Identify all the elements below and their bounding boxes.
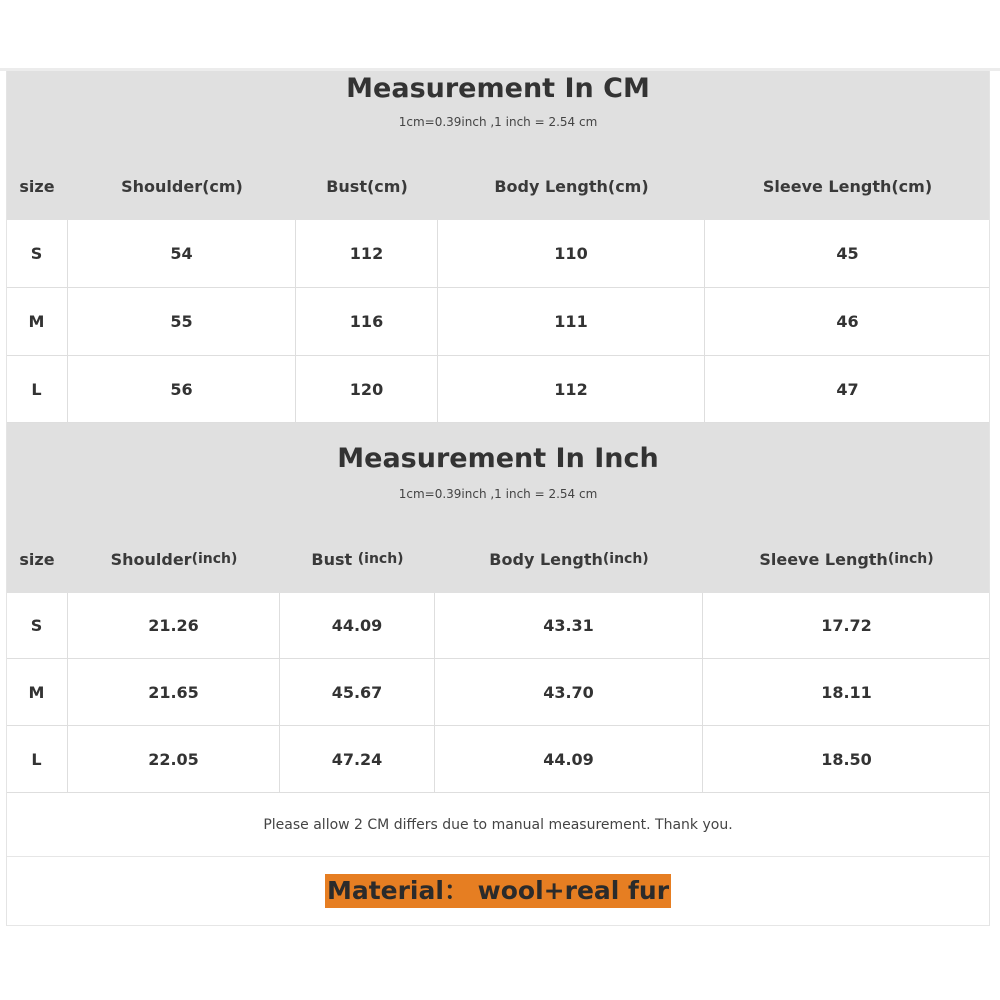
header-label: Bust — [311, 549, 358, 569]
cm-header-bust: Bust(cm) — [326, 176, 408, 196]
sleeve-length-cell: 45 — [836, 244, 859, 263]
body-length-cell: 43.70 — [435, 659, 703, 725]
sleeve-length-cell: 18.11 — [821, 682, 872, 702]
material-row — [6, 857, 990, 926]
bust-cell: 45.67 — [280, 659, 435, 725]
header-unit: (inch) — [191, 551, 238, 567]
table-row — [6, 726, 990, 793]
inch-header-bust — [280, 525, 435, 593]
inch-header-body-length — [435, 525, 703, 593]
size-cell: M — [6, 659, 68, 725]
bust-cell: 116 — [296, 288, 438, 355]
body-length-cell: 44.09 — [435, 726, 703, 792]
cm-conversion-note: 1cm=0.39inch ,1 inch = 2.54 cm — [398, 115, 598, 129]
bust-cell: 112 — [296, 220, 438, 287]
material-label: Material： wool+real fur — [325, 874, 671, 908]
bust-cell: 44.09 — [280, 593, 435, 658]
size-cell: S — [6, 593, 68, 658]
header-unit: (inch) — [357, 551, 404, 567]
size-cell: S — [6, 220, 68, 287]
inch-section-header — [6, 423, 990, 593]
cm-section-header — [6, 71, 990, 220]
body-length-cell: 111 — [438, 288, 705, 355]
shoulder-cell: 21.65 — [68, 659, 280, 725]
header-label: Shoulder — [110, 549, 192, 569]
cm-header-sleeve-length: Sleeve Length(cm) — [762, 176, 933, 196]
size-cell: L — [6, 726, 68, 792]
bust-cell: 47.24 — [280, 726, 435, 792]
inch-header-shoulder — [68, 525, 280, 593]
inch-header-sleeve-length — [703, 525, 990, 593]
shoulder-cell: 22.05 — [68, 726, 280, 792]
header-label: Body Length — [489, 549, 603, 569]
cm-header-shoulder: Shoulder(cm) — [121, 176, 243, 196]
inch-conversion-note: 1cm=0.39inch ,1 inch = 2.54 cm — [398, 487, 598, 501]
body-length-cell: 43.31 — [435, 593, 703, 658]
shoulder-cell: 54 — [68, 220, 296, 287]
sleeve-length-cell: 17.72 — [821, 616, 872, 635]
measurement-note: Please allow 2 CM differs due to manual measurement. Thank you. — [6, 793, 990, 857]
table-row — [6, 659, 990, 726]
cm-header-size: size — [19, 176, 55, 196]
body-length-cell: 112 — [438, 356, 705, 422]
sleeve-length-cell: 46 — [836, 312, 859, 331]
body-length-cell: 110 — [438, 220, 705, 287]
table-row — [6, 288, 990, 356]
table-row — [6, 220, 990, 288]
header-unit: (inch) — [887, 551, 934, 567]
size-cell: M — [6, 288, 68, 355]
inch-header-size — [6, 525, 68, 593]
sleeve-length-cell: 47 — [836, 379, 859, 399]
size-cell: L — [6, 356, 68, 422]
header-unit: (inch) — [602, 551, 649, 567]
header-label: Sleeve Length — [759, 549, 888, 569]
shoulder-cell: 56 — [68, 356, 296, 422]
cm-title: Measurement In CM — [346, 73, 650, 104]
inch-title: Measurement In Inch — [337, 443, 659, 474]
header-label: size — [19, 549, 55, 569]
shoulder-cell: 21.26 — [68, 593, 280, 658]
sleeve-length-cell: 18.50 — [821, 749, 872, 769]
bust-cell: 120 — [296, 356, 438, 422]
table-row — [6, 356, 990, 423]
cm-header-body-length: Body Length(cm) — [494, 176, 649, 196]
shoulder-cell: 55 — [68, 288, 296, 355]
table-row — [6, 593, 990, 659]
